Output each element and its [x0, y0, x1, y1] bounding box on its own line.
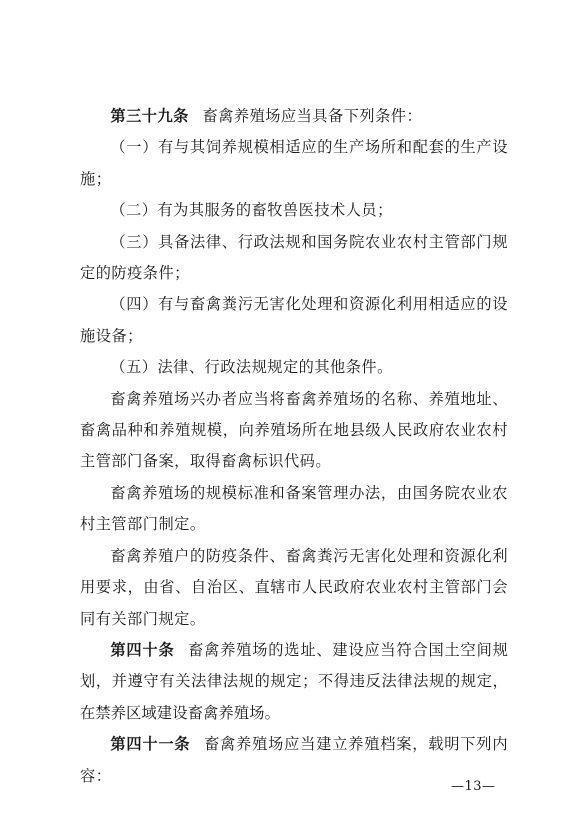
article-41-text: 畜禽养殖场应当建立养殖档案，载明下列内容： — [80, 735, 509, 785]
article-39-item-2: （二）有为其服务的畜牧兽医技术人员； — [110, 201, 393, 220]
article-40-text: 畜禽养殖场的选址、建设应当符合国土空间规划，并遵守有关法律法规的规定；不得违反法律法规的规定，在禁养区域建设畜禽养殖场。 — [80, 640, 508, 722]
article-39-heading — [80, 101, 508, 132]
article-41 — [80, 729, 508, 792]
document-page — [80, 101, 508, 792]
article-39-paragraph-filing: 畜禽养殖场兴办者应当将畜禽养殖场的名称、养殖地址、畜禽品种和养殖规模，向养殖场所在地县级人民政府农业农村主管部门备案，取得畜禽标识代码。 — [80, 389, 508, 471]
article-39-text: 畜禽养殖场应当具备下列条件： — [202, 107, 423, 125]
article-40 — [80, 635, 508, 729]
article-39-item-5: （五）法律、行政法规规定的其他条件。 — [110, 358, 393, 377]
article-40-number: 第四十条 — [110, 640, 175, 659]
article-41-number: 第四十一条 — [110, 735, 191, 754]
article-39-item-1: （一）有与其饲养规模相适应的生产场所和配套的生产设施； — [80, 138, 508, 188]
article-39-item-4: （四）有与畜禽粪污无害化处理和资源化利用相适应的设施设备； — [80, 295, 508, 345]
article-39-item-3: （三）具备法律、行政法规和国务院农业农村主管部门规定的防疫条件； — [80, 232, 508, 283]
article-39-paragraph-households: 畜禽养殖户的防疫条件、畜禽粪污无害化处理和资源化利用要求，由省、自治区、直辖市人民政府农业农村主管部门会同有关部门规定。 — [80, 546, 508, 628]
article-39-number: 第三十九条 — [110, 107, 189, 125]
article-39-paragraph-standards: 畜禽养殖场的规模标准和备案管理办法，由国务院农业农村主管部门制定。 — [80, 483, 508, 534]
page-number: —13— — [451, 779, 496, 794]
